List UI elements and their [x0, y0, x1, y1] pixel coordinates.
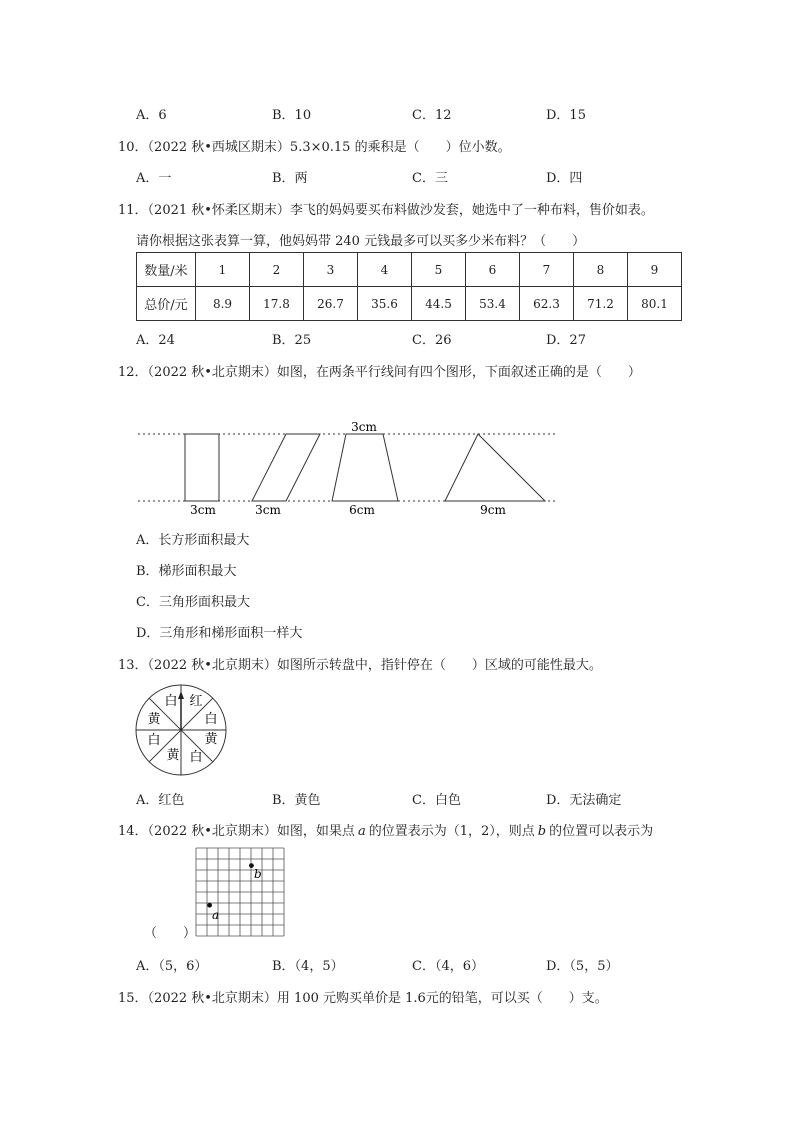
- q12-option-d[interactable]: D．三角形和梯形面积一样大: [136, 626, 303, 641]
- q9-option-c[interactable]: C．12: [412, 108, 452, 123]
- table-cell: 26.7: [304, 287, 358, 321]
- table-cell: 3: [304, 253, 358, 287]
- table-cell: 17.8: [250, 287, 304, 321]
- table-cell: 4: [358, 253, 412, 287]
- q9-option-a[interactable]: A．6: [136, 108, 167, 123]
- sector-label: 红: [189, 694, 203, 709]
- q12-option-c[interactable]: C．三角形面积最大: [136, 595, 250, 610]
- grid-label-a: a: [212, 908, 220, 922]
- spinner-figure: [134, 683, 234, 783]
- para-base-label: 3cm: [255, 503, 281, 517]
- table-cell: 7: [520, 253, 574, 287]
- q12-stem: 12．（2022 秋•北京期末）如图，在两条平行线间有四个图形，下面叙述正确的是（ ）: [118, 365, 641, 380]
- q13-option-c[interactable]: C．白色: [412, 793, 461, 808]
- price-table: [136, 252, 682, 321]
- q13-stem: 13．（2022 秋•北京期末）如图所示转盘中，指针停在（ ）区域的可能性最大。: [118, 658, 602, 673]
- sector-label: 黄: [147, 712, 161, 727]
- tri-base-label: 9cm: [480, 503, 506, 517]
- sector-label: 白: [204, 712, 218, 727]
- q11-option-d[interactable]: D．27: [546, 333, 586, 348]
- q14-option-a[interactable]: A．（5，6）: [136, 959, 208, 974]
- coordinate-grid: [192, 848, 292, 938]
- q13-option-a[interactable]: A．红色: [136, 793, 185, 808]
- table-cell: 8: [574, 253, 628, 287]
- q14-answer-blank[interactable]: （ ）: [144, 926, 197, 941]
- table-cell: 35.6: [358, 287, 412, 321]
- shapes-figure: [0, 410, 794, 530]
- table-cell: 5: [412, 253, 466, 287]
- q14-stem-mid: 的位置表示为（1，2），则点: [368, 824, 535, 839]
- q14-option-b[interactable]: B．（4，5）: [272, 959, 344, 974]
- sector-label: 白: [164, 694, 178, 709]
- point-a-label: a: [357, 824, 366, 839]
- rect-base-label: 3cm: [190, 503, 216, 517]
- trap-base-label: 6cm: [349, 503, 375, 517]
- rectangle-shape: [185, 434, 219, 501]
- q10-option-d[interactable]: D．四: [546, 171, 583, 186]
- sector-label: 黄: [204, 732, 218, 747]
- table-cell: 62.3: [520, 287, 574, 321]
- q14-stem: [118, 820, 653, 839]
- q9-option-d[interactable]: D．15: [546, 108, 586, 123]
- table-row-price: [137, 287, 682, 321]
- trapezoid-shape: [332, 434, 398, 501]
- point-a: [207, 903, 212, 908]
- table-row-quantity: [137, 253, 682, 287]
- q11-option-b[interactable]: B．25: [272, 333, 312, 348]
- table-cell: 9: [628, 253, 682, 287]
- table-cell: 80.1: [628, 287, 682, 321]
- q9-option-b[interactable]: B．10: [272, 108, 312, 123]
- q12-option-a[interactable]: A．长方形面积最大: [136, 533, 250, 548]
- q14-stem-start: 14．（2022 秋•北京期末）如图，如果点: [118, 824, 355, 839]
- table-cell: 6: [466, 253, 520, 287]
- q15-stem: 15．（2022 秋•北京期末）用 100 元购买单价是 1.6元的铅笔，可以买（ ）支。: [118, 991, 608, 1006]
- q12-option-b[interactable]: B．梯形面积最大: [136, 564, 237, 579]
- q11-option-a[interactable]: A．24: [136, 333, 175, 348]
- trap-top-label: 3cm: [351, 420, 377, 434]
- q10-option-b[interactable]: B．两: [272, 171, 308, 186]
- parallelogram-shape: [252, 434, 320, 501]
- q11-stem-2: 请你根据这张表算一算，他妈妈带 240 元钱最多可以买多少米布料？（ ）: [136, 234, 586, 249]
- table-cell: 71.2: [574, 287, 628, 321]
- triangle-shape: [445, 434, 545, 501]
- grid-label-b: b: [254, 867, 262, 881]
- table-cell: 1: [196, 253, 250, 287]
- q11-stem: 11．（2021 秋•怀柔区期末）李飞的妈妈要买布料做沙发套，她选中了一种布料，售价如表。: [118, 203, 654, 218]
- point-b-label: b: [537, 824, 547, 839]
- sector-label: 白: [147, 733, 161, 748]
- table-cell: 2: [250, 253, 304, 287]
- table-cell: 53.4: [466, 287, 520, 321]
- pointer-arrow-icon: [178, 691, 184, 699]
- q10-option-a[interactable]: A．一: [136, 171, 172, 186]
- q14-stem-end: 的位置可以表示为: [549, 824, 654, 839]
- table-cell: 44.5: [412, 287, 466, 321]
- sector-label: 黄: [166, 748, 180, 763]
- table-header-price: 总价/元: [137, 287, 196, 321]
- q11-option-c[interactable]: C．26: [412, 333, 452, 348]
- q13-option-d[interactable]: D．无法确定: [546, 793, 622, 808]
- q14-option-d[interactable]: D．（5，5）: [546, 959, 619, 974]
- table-cell: 8.9: [196, 287, 250, 321]
- q10-option-c[interactable]: C．三: [412, 171, 448, 186]
- table-header-quantity: 数量/米: [137, 253, 196, 287]
- sector-label: 白: [189, 750, 203, 765]
- q13-option-b[interactable]: B．黄色: [272, 793, 321, 808]
- q14-option-c[interactable]: C．（4，6）: [412, 959, 484, 974]
- q10-stem: 10．（2022 秋•西城区期末）5.3×0.15 的乘积是（ ）位小数。: [118, 140, 511, 155]
